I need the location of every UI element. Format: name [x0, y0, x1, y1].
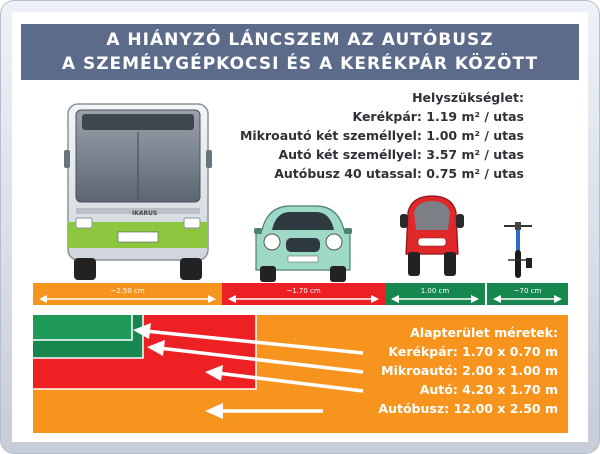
lane-bus: [33, 283, 222, 305]
car-front-illustration: [250, 200, 356, 284]
space-requirement-microcar: Mikroautó két személlyel: 1.00 m² / utas: [239, 128, 524, 143]
title-banner: [21, 24, 579, 80]
space-requirement-bus: Autóbusz 40 utassal: 0.75 m² / utas: [274, 166, 524, 181]
floor-area-heading: Alapterület méretek:: [410, 325, 558, 340]
lane-microcar-label: 1.00 cm: [420, 287, 450, 295]
bus-front-illustration: [62, 100, 214, 282]
lane-microcar: [385, 283, 485, 305]
space-requirement-bicycle: Kerékpár: 1.19 m² / utas: [352, 109, 524, 124]
floor-area-bicycle: Kerékpár: 1.70 x 0.70 m: [388, 344, 558, 359]
floor-area-microcar: Mikroautó: 2.00 x 1.00 m: [381, 363, 558, 378]
title-line-1: A HIÁNYZÓ LÁNCSZEM AZ AUTÓBUSZ: [106, 30, 494, 50]
floor-area-bus: Autóbusz: 12.00 x 2.50 m: [378, 401, 558, 416]
space-requirement-block: [240, 88, 524, 183]
bus-brand-label: IKARUS: [132, 210, 158, 217]
lane-bicycle-label: ~70 cm: [513, 287, 542, 295]
bicycle-front-illustration: [500, 218, 536, 284]
lane-bus-label: ~2.50 cm: [110, 287, 145, 295]
lane-bicycle: [487, 283, 568, 305]
space-requirement-car: Autó két személlyel: 3.57 m² / utas: [278, 147, 524, 162]
lane-car-label: ~1.70 cm: [286, 287, 321, 295]
lane-car: [222, 283, 385, 305]
microcar-front-illustration: [398, 192, 466, 284]
title-line-2: A SZEMÉLYGÉPKOCSI ÉS A KERÉKPÁR KÖZÖTT: [61, 54, 539, 74]
floor-area-car: Autó: 4.20 x 1.70 m: [419, 382, 558, 397]
space-requirement-heading: Helyszükséglet:: [412, 90, 524, 105]
floor-area-block: [378, 323, 558, 418]
